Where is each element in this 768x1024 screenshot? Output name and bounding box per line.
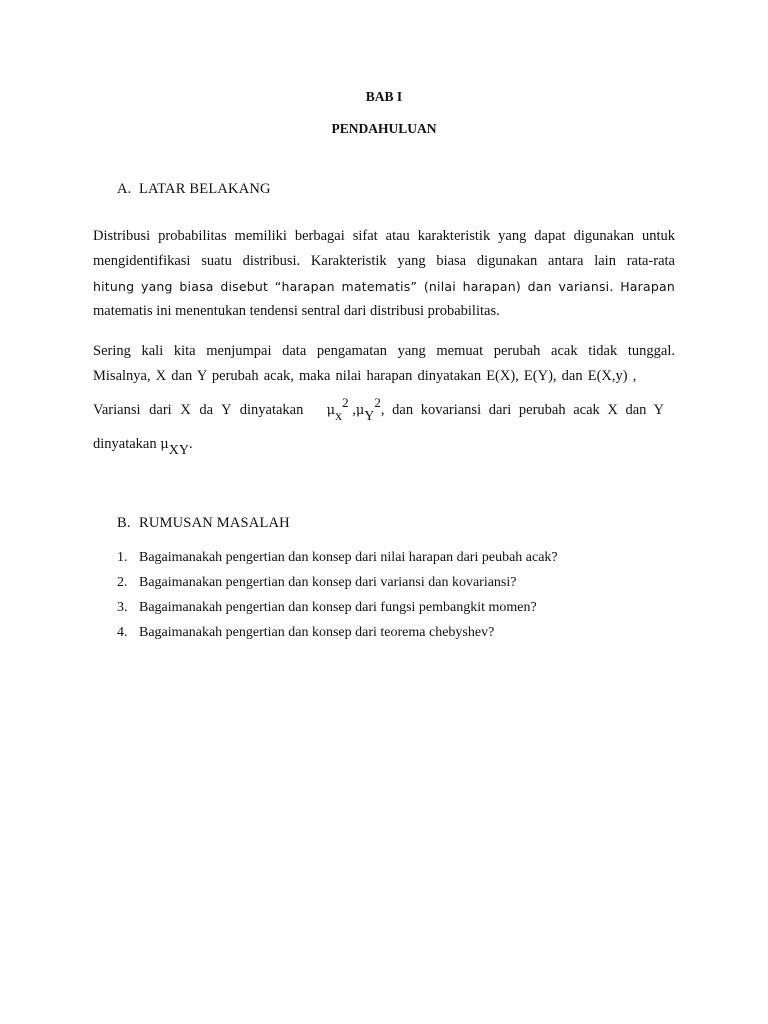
subscript-x: x: [335, 409, 343, 424]
paragraph2-line1: Sering kali kita menjumpai data pengamatan yang memuat perubah acak tidak tunggal.: [93, 343, 675, 359]
subscript-y: Y: [364, 409, 375, 424]
list-item-number: 4.: [117, 625, 128, 640]
variance-prefix: Variansi dari X da Y dinyatakan: [93, 402, 304, 418]
section-b-letter: B.: [117, 515, 131, 531]
list-item: [117, 550, 558, 566]
covariance-suffix: , dan kovariansi dari perubah acak X dan Y: [380, 402, 664, 418]
section-a-letter: A.: [117, 181, 132, 197]
list-item-number: 1.: [117, 550, 128, 565]
paragraph1-line2: mengidentifikasi suatu distribusi. Karakteristik yang biasa digunakan antara lain rata-rata: [93, 253, 675, 269]
superscript-2-x: 2: [342, 395, 349, 410]
paragraph1-line3: hitung yang biasa disebut “harapan matematis” (nilai harapan) dan variansi. Harapan: [93, 279, 675, 294]
paragraph1-line4: matematis ini menentukan tendensi sentral dari distribusi probabilitas.: [93, 303, 500, 319]
covariance-prefix: dinyatakan: [93, 436, 157, 452]
superscript-2-y: 2: [374, 395, 381, 410]
section-a-title: LATAR BELAKANG: [139, 181, 271, 197]
mu-symbol-xy: μ: [160, 437, 169, 452]
chapter-title: PENDAHULUAN: [331, 121, 437, 136]
paragraph1-line1: Distribusi probabilitas memiliki berbagai sifat atau karakteristik yang dapat digunakan untuk: [93, 228, 675, 244]
paragraph2-line3: [93, 395, 675, 424]
list-item: [117, 575, 516, 591]
paragraph2-line4: [93, 436, 675, 458]
section-a-heading: [117, 181, 271, 198]
section-b-heading: [117, 515, 290, 532]
paragraph2-line2: Misalnya, X dan Y perubah acak, maka nilai harapan dinyatakan E(X), E(Y), dan E(X,y) ,: [93, 368, 637, 384]
list-item-text: Bagaimanakan pengertian dan konsep dari variansi dan kovariansi?: [139, 575, 517, 590]
section-b-title: RUMUSAN MASALAH: [139, 515, 290, 531]
line-end-period: .: [188, 436, 193, 452]
comma-separator: ,: [352, 402, 356, 418]
list-item: [117, 600, 537, 616]
list-item: [117, 625, 494, 641]
mu-symbol-y: μ: [355, 403, 365, 418]
chapter-number: BAB I: [365, 89, 403, 104]
list-item-number: 2.: [117, 575, 128, 590]
subscript-xy: XY: [168, 443, 189, 458]
list-item-text: Bagaimanakah pengertian dan konsep dari nilai harapan dari peubah acak?: [139, 550, 558, 565]
list-item-text: Bagaimanakah pengertian dan konsep dari teorema chebyshev?: [139, 625, 495, 640]
list-item-text: Bagaimanakah pengertian dan konsep dari fungsi pembangkit momen?: [139, 600, 537, 615]
mu-symbol-x: μ: [326, 403, 336, 418]
list-item-number: 3.: [117, 600, 128, 615]
